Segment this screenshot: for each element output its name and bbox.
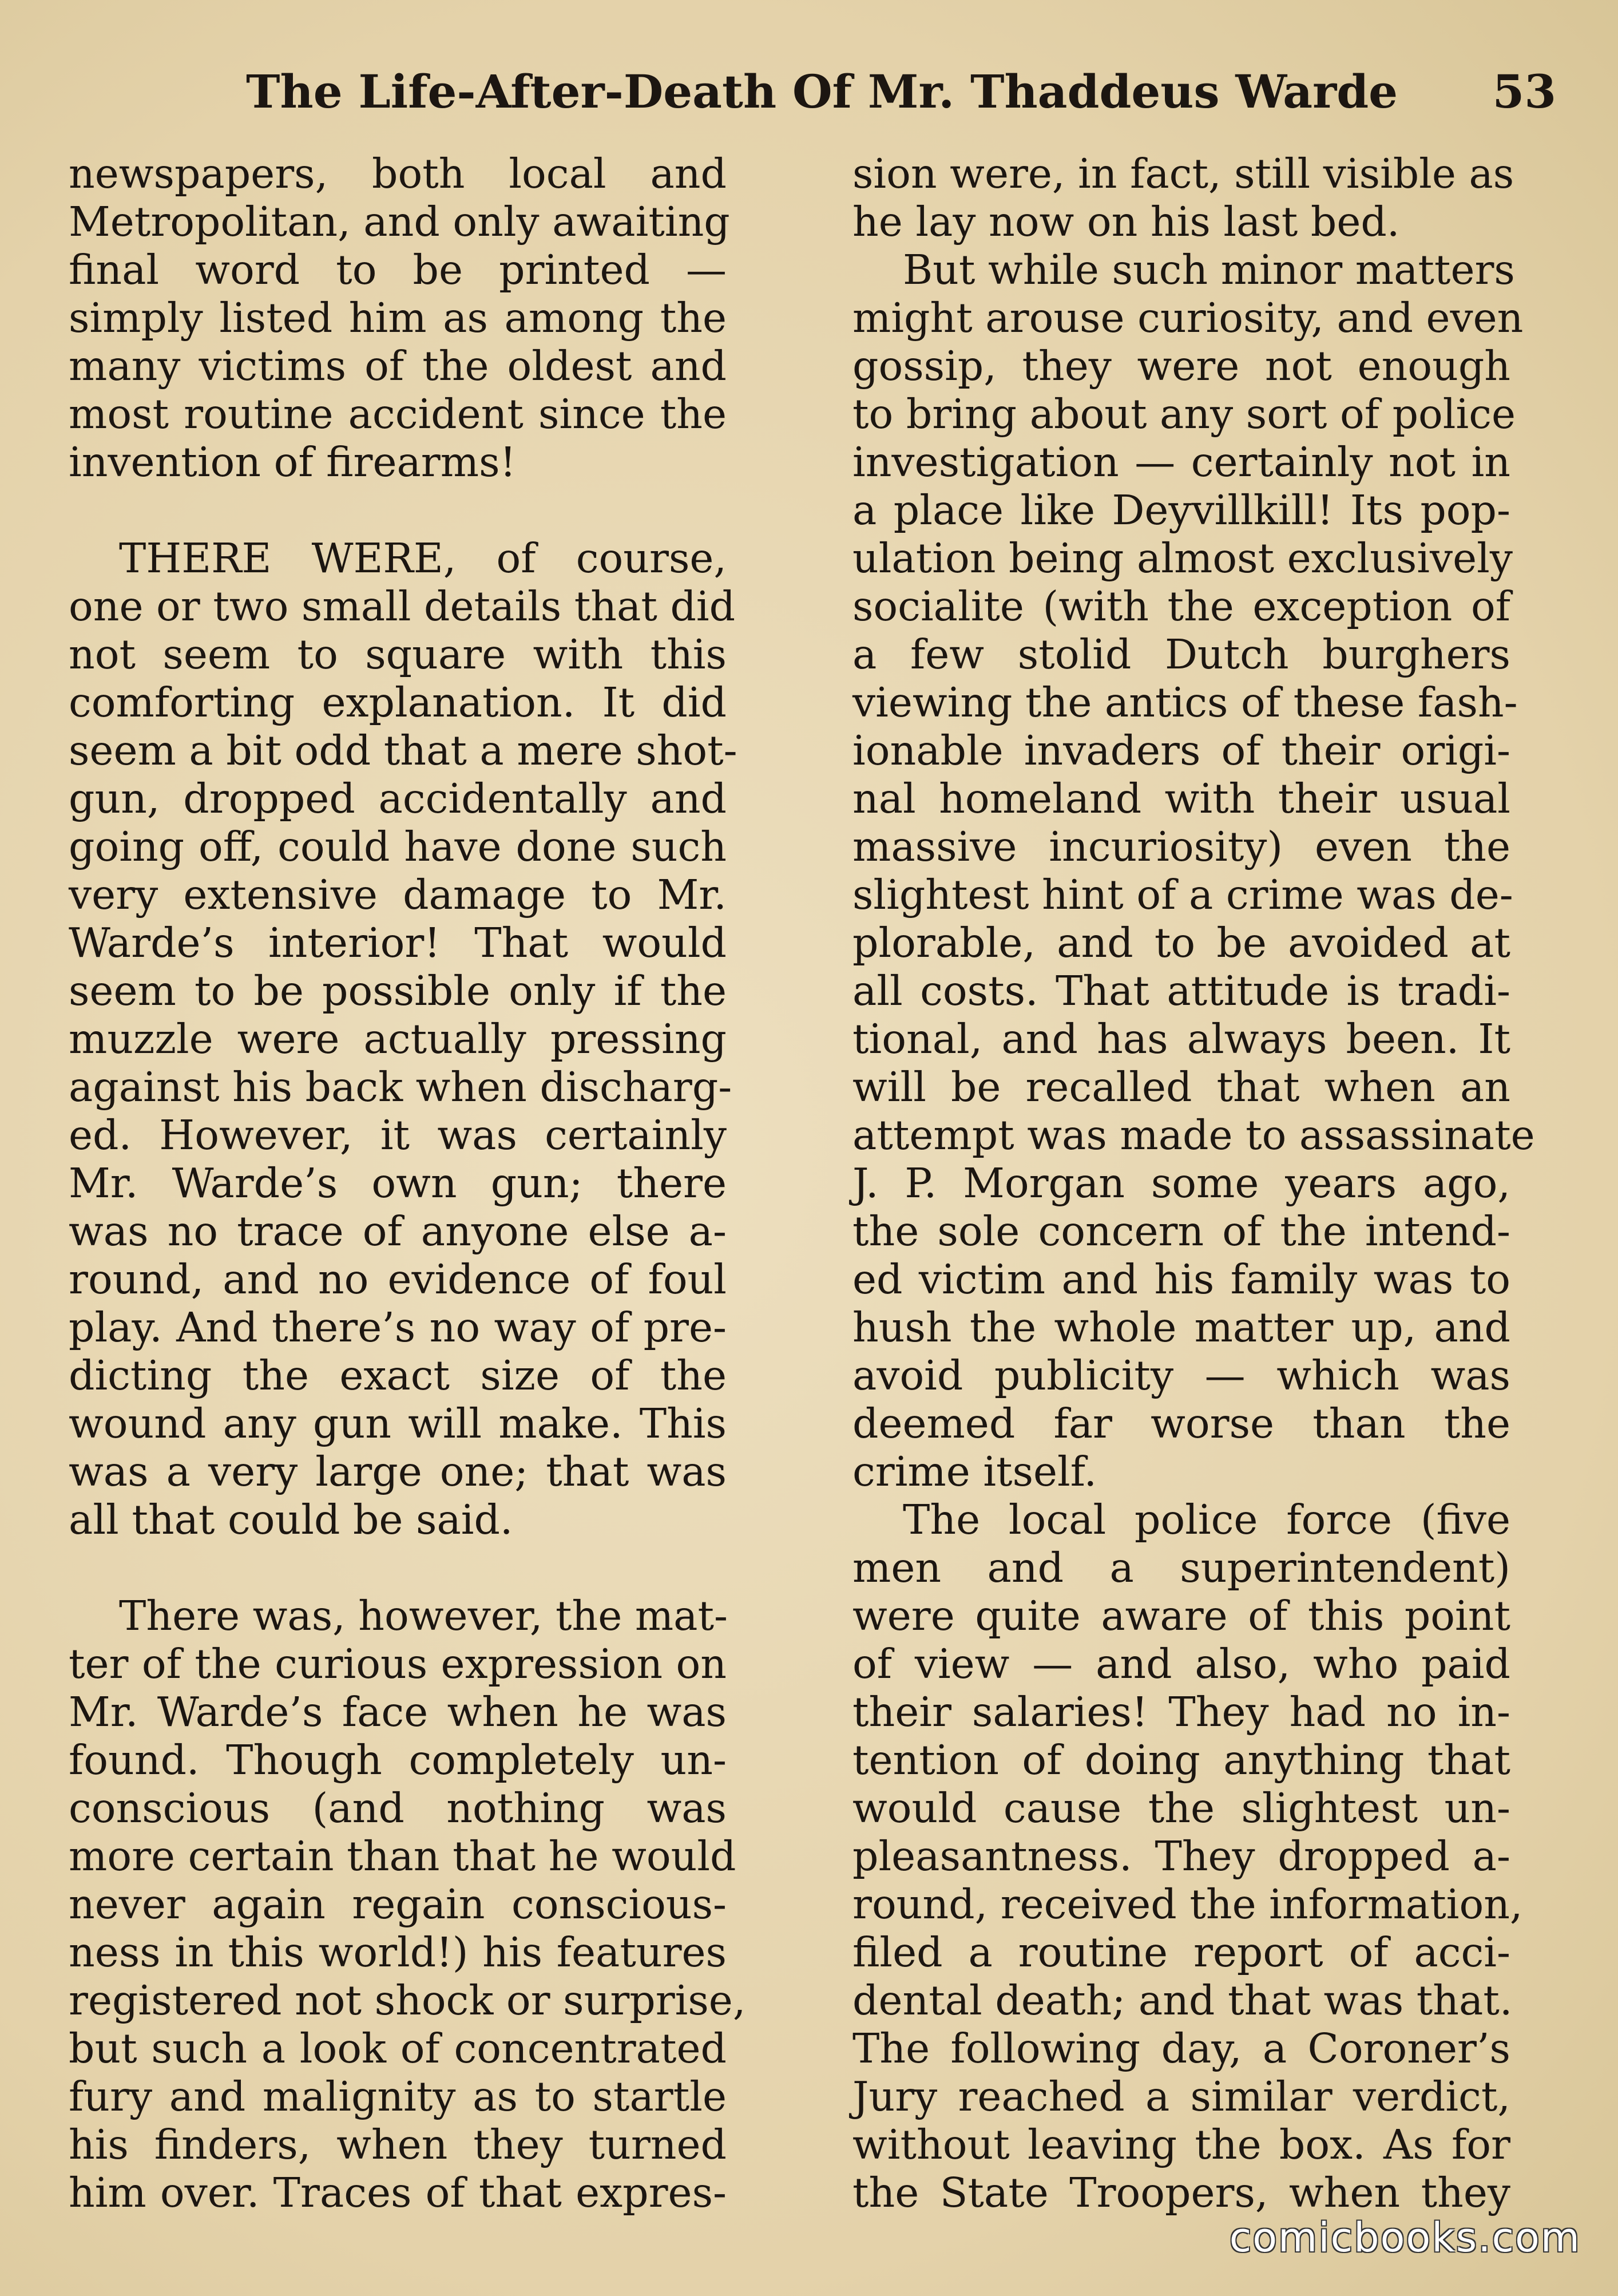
text-line: newspapers, both local and [69,150,727,197]
text-line: dental death; and that was that. [852,1977,1513,2024]
text-line: of view — and also, who paid [852,1640,1510,1688]
text-line: him over. Traces of that expres- [69,2169,727,2216]
text-line: he lay now on his last bed. [852,198,1400,246]
text-line: men and a superintendent) [852,1544,1510,1592]
text-line: not seem to square with this [69,631,727,678]
text-line: socialite (with the exception of [852,583,1510,630]
text-line: simply listed him as among the [69,294,727,342]
text-line: Jury reached a similar verdict, [852,2073,1510,2120]
text-line: many victims of the oldest and [69,342,727,390]
text-line: were quite aware of this point [852,1592,1510,1640]
text-line: their salaries! They had no in- [852,1688,1510,1736]
text-line: ness in this world!) his features [69,1929,727,1976]
right-column [852,150,1535,2217]
text-line: all that could be said. [69,1496,513,1543]
text-line: ter of the curious expression on [69,1640,727,1688]
text-line: nal homeland with their usual [852,775,1510,822]
text-line: ed victim and his family was to [852,1256,1510,1303]
text-line: seem a bit odd that a mere shot- [69,727,737,774]
left-column [69,150,746,2217]
text-line: all costs. That attitude is tradi- [852,967,1510,1015]
text-line: ionable invaders of their origi- [852,727,1510,774]
text-line: The following day, a Coroner’s [852,2025,1510,2072]
text-line: gossip, they were not enough [852,342,1510,390]
text-line: fury and malignity as to startle [69,2073,727,2120]
text-line: investigation — certainly not in [852,438,1510,486]
text-line: tention of doing anything that [852,1736,1510,1784]
text-line: avoid publicity — which was [852,1352,1510,1399]
text-line: Mr. Warde’s face when he was [69,1688,727,1736]
text-line: But while such minor matters [903,246,1515,294]
text-line: play. And there’s no way of pre- [69,1304,727,1351]
text-line: one or two small details that did [69,583,736,630]
text-line: comforting explanation. It did [69,679,727,726]
text-line: pleasantness. They dropped a- [852,1832,1510,1880]
running-header [246,57,1556,126]
text-line: Mr. Warde’s own gun; there [69,1159,727,1207]
text-line: never again regain conscious- [69,1881,727,1928]
text-line: There was, however, the mat- [119,1592,728,1640]
text-line: wound any gun will make. This [69,1400,727,1447]
text-line: gun, dropped accidentally and [69,775,727,822]
text-line: sion were, in fact, still visible as [852,150,1514,197]
text-line: massive incuriosity) even the [852,823,1510,870]
paragraph-gap [69,486,727,535]
text-line: ed. However, it was certainly [69,1111,727,1159]
text-line: against his back when discharg- [69,1063,732,1111]
text-line: registered not shock or surprise, [69,1977,746,2024]
text-line: his finders, when they turned [69,2121,727,2168]
page-title: The Life-After-Death Of Mr. Thaddeus Warde [246,65,1398,118]
text-line: Metropolitan, and only awaiting [69,198,730,246]
text-line: most routine accident since the [69,390,727,438]
watermark: comicbooks.com [1229,2214,1581,2261]
text-line: will be recalled that when an [852,1063,1510,1111]
text-line: deemed far worse than the [852,1400,1510,1447]
text-line: to bring about any sort of police [852,390,1516,438]
text-line: more certain than that he would [69,1832,736,1880]
text-line: ulation being almost exclusively [852,535,1513,582]
text-line: but such a look of concentrated [69,2025,727,2072]
paragraph-gap [69,1544,727,1592]
text-line: filed a routine report of acci- [852,1929,1510,1976]
text-line: a place like Deyvillkill! Its pop- [852,486,1510,534]
text-line: Warde’s interior! That would [69,919,727,967]
text-line: without leaving the box. As for [852,2121,1510,2168]
text-line: very extensive damage to Mr. [69,871,727,919]
text-line: muzzle were actually pressing [69,1015,727,1063]
text-line: invention of firearms! [69,438,517,486]
text-line: going off, could have done such [69,823,727,870]
text-line: would cause the slightest un- [852,1784,1510,1832]
text-line: round, received the information, [852,1881,1523,1928]
text-line: hush the whole matter up, and [852,1304,1510,1351]
text-line: plorable, and to be avoided at [852,919,1510,967]
text-line: viewing the antics of these fash- [852,679,1518,726]
text-line: a few stolid Dutch burghers [852,631,1510,678]
text-line: might arouse curiosity, and even [852,294,1524,342]
page-number: 53 [1492,65,1556,118]
text-line: conscious (and nothing was [69,1784,727,1832]
text-line: was no trace of anyone else a- [69,1208,727,1255]
text-line: slightest hint of a crime was de- [852,871,1513,919]
text-line: dicting the exact size of the [69,1352,727,1399]
text-line: the State Troopers, when they [852,2169,1510,2216]
text-line: crime itself. [852,1448,1097,1495]
text-line: The local police force (five [903,1496,1510,1543]
text-line: THERE WERE, of course, [119,535,727,582]
text-line: tional, and has always been. It [852,1015,1510,1063]
text-line: found. Though completely un- [69,1736,727,1784]
text-line: attempt was made to assassinate [852,1111,1535,1159]
text-line: final word to be printed — [69,246,727,294]
text-line: round, and no evidence of foul [69,1256,727,1303]
text-line: was a very large one; that was [69,1448,727,1495]
text-line: J. P. Morgan some years ago, [852,1159,1510,1207]
text-line: the sole concern of the intend- [852,1208,1510,1255]
text-line: seem to be possible only if the [69,967,727,1015]
